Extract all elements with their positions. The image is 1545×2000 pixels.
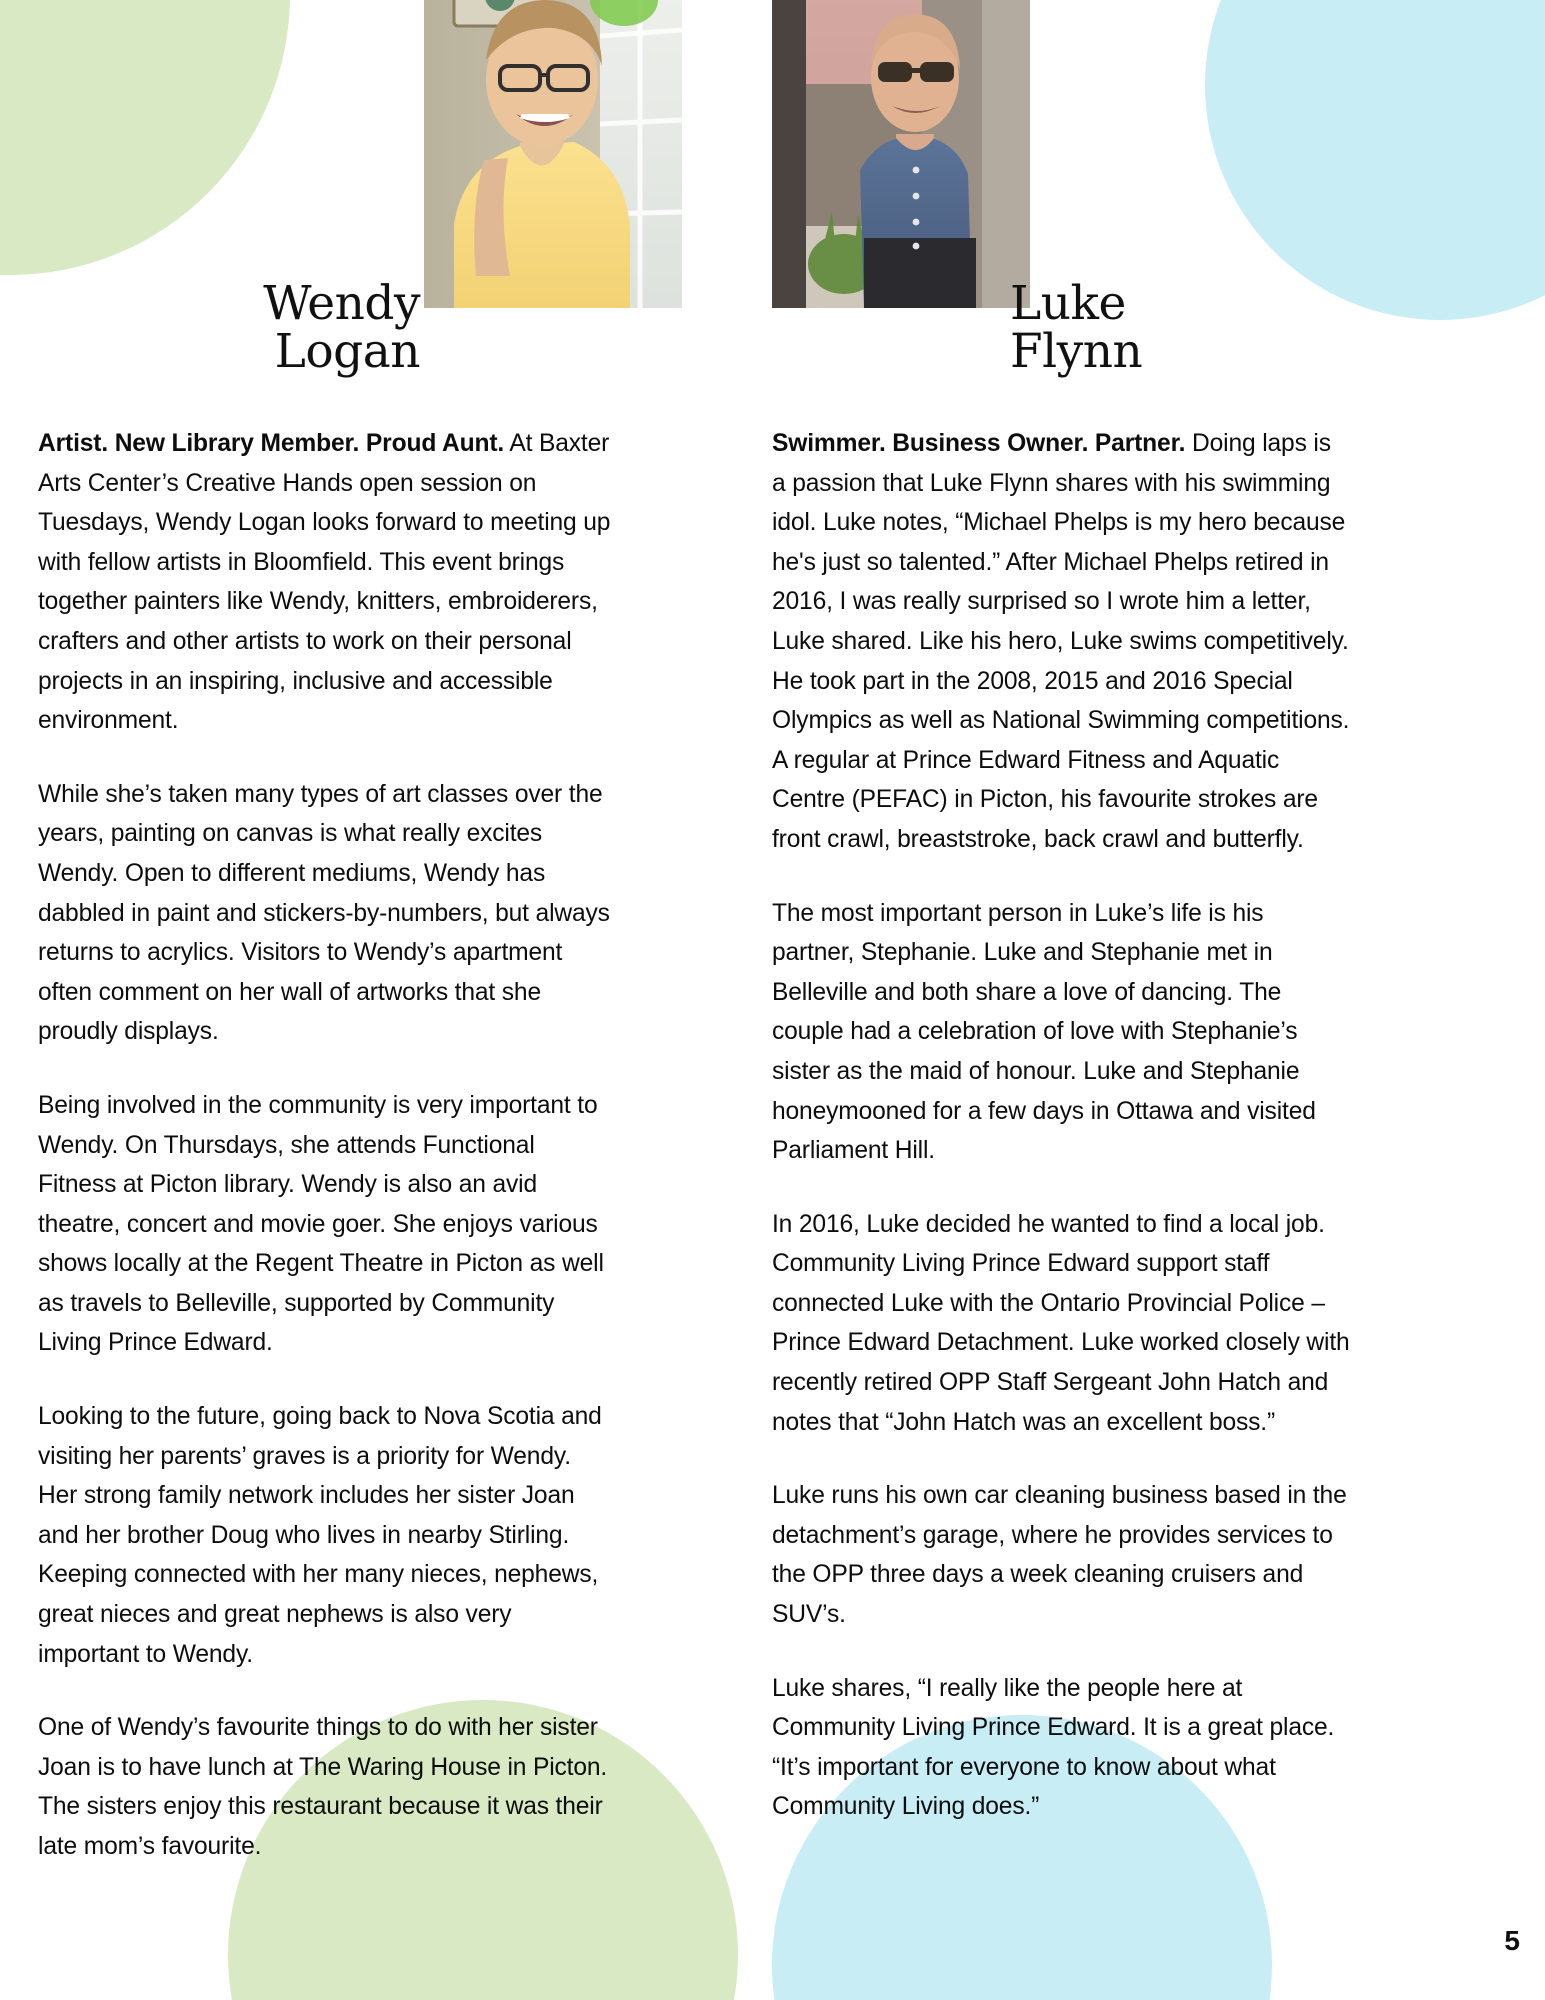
name-line-1: Luke bbox=[1010, 276, 1126, 331]
decorative-circle-blue-top-right bbox=[1205, 0, 1545, 320]
lead-in-text: Artist. New Library Member. Proud Aunt. bbox=[38, 430, 505, 457]
decorative-circle-green-top-left bbox=[0, 0, 290, 275]
name-line-2: Logan bbox=[274, 323, 420, 379]
profile-name-wendy-logan bbox=[120, 276, 420, 379]
page-number: 5 bbox=[1504, 1925, 1520, 1956]
profile-photo-wendy-logan bbox=[424, 0, 682, 308]
profile-name-luke-flynn bbox=[1010, 276, 1280, 379]
profile-photo-luke-flynn bbox=[772, 0, 1030, 308]
lead-in-text: Swimmer. Business Owner. Partner. bbox=[772, 430, 1186, 457]
paragraph-lead bbox=[772, 424, 1350, 860]
paragraph: One of Wendy’s favourite things to do with her sister Joan is to have lunch at The Waring House in Picton. The sisters enjoy this restaurant because it was their late mom’s favourite. bbox=[38, 1714, 608, 1860]
name-line-2: Flynn bbox=[1010, 323, 1143, 379]
article-column-luke-flynn bbox=[772, 424, 1350, 1827]
paragraph: Being involved in the community is very important to Wendy. On Thursdays, she attends Functional Fitness at Picton library. Wendy is also an avid theatre, concert and movie goer. She enjoys various shows locally at the Regent Theatre in Picton as well as travels to Belleville, supported by Community Living Prince Edward. bbox=[38, 1091, 604, 1357]
photo-wendy-graphic bbox=[424, 0, 682, 308]
paragraph: While she’s taken many types of art classes over the years, painting on canvas is what really excites Wendy. Open to different mediums, Wendy has dabbled in paint and stickers-by-numbers, but always returns to acrylics. Visitors to Wendy’s apartment often comment on her wall of artworks that she proudly displays. bbox=[38, 780, 610, 1046]
paragraph: In 2016, Luke decided he wanted to find a local job. Community Living Prince Edward support staff connected Luke with the Ontario Provincial Police – Prince Edward Detachment. Luke worked closely with recently retired OPP Staff Sergeant John Hatch and notes that “John Hatch was an excellent boss.” bbox=[772, 1210, 1350, 1436]
photo-luke-graphic bbox=[772, 0, 1030, 308]
paragraph-text: Doing laps is a passion that Luke Flynn shares with his swimming idol. Luke notes, “Michael Phelps is my hero because he's just so talented.” After Michael Phelps retired in 2016, I was really surprised so I wrote him a letter, Luke shared. Like his hero, Luke swims competitively. He took part in the 2008, 2015 and 2016 Special Olympics as well as National Swimming competitions. A regular at Prince Edward Fitness and Aquatic Centre (PEFAC) in Picton, his favourite strokes are front crawl, breaststroke, back crawl and butterfly. bbox=[772, 430, 1350, 853]
article-column-wendy-logan bbox=[38, 424, 616, 1867]
paragraph: Luke shares, “I really like the people here at Community Living Prince Edward. It is a great place. “It’s important for everyone to know about what Community Living does.” bbox=[772, 1674, 1335, 1821]
paragraph: The most important person in Luke’s life is his partner, Stephanie. Luke and Stephanie met in Belleville and both share a love of dancing. The couple had a celebration of love with Stephanie’s sister as the maid of honour. Luke and Stephanie honeymooned for a few days in Ottawa and visited Parliament Hill. bbox=[772, 899, 1316, 1165]
paragraph-text: At Baxter Arts Center’s Creative Hands open session on Tuesdays, Wendy Logan looks forward to meeting up with fellow artists in Bloomfield. This event brings together painters like Wendy, knitters, embroiderers, crafters and other artists to work on their personal projects in an inspiring, inclusive and accessible environment. bbox=[38, 430, 611, 735]
paragraph-lead bbox=[38, 424, 616, 741]
paragraph: Luke runs his own car cleaning business based in the detachment’s garage, where he provides services to the OPP three days a week cleaning cruisers and SUV’s. bbox=[772, 1482, 1347, 1629]
paragraph: Looking to the future, going back to Nova Scotia and visiting her parents’ graves is a priority for Wendy. Her strong family network includes her sister Joan and her brother Doug who lives in nearby Stirling. Keeping connected with her many nieces, nephews, great nieces and great nephews is also very important to Wendy. bbox=[38, 1403, 602, 1668]
name-line-1: Wendy bbox=[263, 276, 420, 331]
